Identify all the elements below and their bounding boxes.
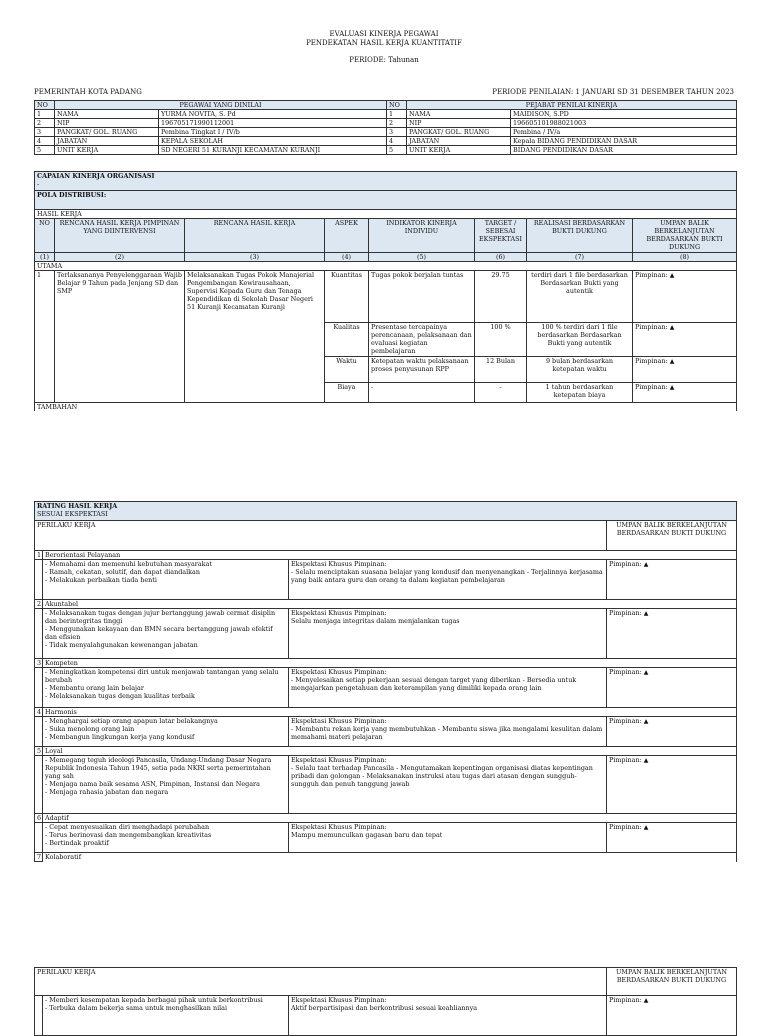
info-row <box>35 137 737 146</box>
hasil-kerja-table <box>34 171 737 411</box>
hk-header-umpan: UMPAN BALIK BERKELANJUTAN BERDASARKAN BUKTI DUKUNG <box>633 219 737 253</box>
perilaku-title-row <box>35 600 737 609</box>
pimpinan-label: Pimpinan: <box>609 668 642 676</box>
perilaku-no: 7 <box>35 853 43 862</box>
title-line2: PENDEKATAN HASIL KERJA KUANTITATIF <box>306 39 462 47</box>
tambahan-row <box>35 403 737 412</box>
perilaku-point: - Terbuka dalam bekerja sama untuk menghasilkan nilai <box>45 1004 228 1012</box>
perilaku-title-row <box>35 659 737 668</box>
pimpinan-label: Pimpinan: <box>635 357 668 365</box>
hk-indikator: Ketepatan waktu pelaksanaan proses penyusunan RPP <box>369 357 475 383</box>
pegawai-no: 1 <box>35 110 55 119</box>
perilaku-detail-row <box>35 756 737 814</box>
pimpinan-label: Pimpinan: <box>609 823 642 831</box>
thumbs-up-icon: ▲ <box>643 824 649 831</box>
perilaku-no: 6 <box>35 814 43 823</box>
col-number: (8) <box>633 253 737 262</box>
hk-indikator: Presentase tercapainya perencanaan, pelaksanaan dan evaluasi kegiatan pembelajaran <box>369 323 475 357</box>
pegawai-label: PANGKAT/ GOL. RUANG <box>55 128 159 137</box>
ekspektasi-label: Ekspektasi Khusus Pimpinan: <box>291 823 387 831</box>
info-row <box>35 119 737 128</box>
hk-rhk-pimpinan: Terlaksananya Penyelenggaraan Wajib Belajar 9 Tahun pada Jenjang SD dan SMP <box>55 271 185 403</box>
hk-aspek: Kualitas <box>325 323 369 357</box>
perilaku-point: - Memahami dan memenuhi kebutuhan masyarakat <box>45 560 212 568</box>
col-number: (5) <box>369 253 475 262</box>
pejabat-label: JABATAN <box>407 137 511 146</box>
hasil-kerja-number-row <box>35 253 737 262</box>
perilaku-no: 3 <box>35 659 43 668</box>
pejabat-no: 2 <box>387 119 407 128</box>
hk-umpan <box>633 357 737 383</box>
info-row <box>35 146 737 155</box>
pejabat-header: PEJABAT PENILAI KINERJA <box>407 101 737 110</box>
perilaku-point: - Memberi kesempatan kepada berbagai pihak untuk berkontribusi <box>45 996 263 1004</box>
perilaku-detail-row <box>35 717 737 747</box>
col-number: (7) <box>527 253 633 262</box>
thumbs-up-icon: ▲ <box>669 324 675 331</box>
hk-realisasi: terdiri dari 1 file berdasarkan Berdasarkan Bukti yang autentik <box>527 271 633 323</box>
perilaku-points <box>43 609 289 659</box>
ekspektasi-label: Ekspektasi Khusus Pimpinan: <box>291 756 387 764</box>
perilaku-name: Harmonis <box>43 708 737 717</box>
title-periode: PERIODE: Tahunan <box>349 56 419 64</box>
pegawai-label: NAMA <box>55 110 159 119</box>
perilaku-points <box>43 996 289 1036</box>
perilaku-umpan <box>607 996 737 1036</box>
perilaku-points <box>43 756 289 814</box>
perilaku-point: - Memegang teguh ideologi Pancasila, Undang-Undang Dasar Negara Republik Indonesia Tahun 1945, setia pada NKRI serta pemerintahan yang sah <box>45 756 272 780</box>
pimpinan-label: Pimpinan: <box>635 323 668 331</box>
pegawai-no: 4 <box>35 137 55 146</box>
perilaku-name: Berorientasi Pelayanan <box>43 551 737 560</box>
title-line1: EVALUASI KINERJA PEGAWAI <box>329 30 439 38</box>
perilaku-point: - Menjaga rahasia jabatan dan negara <box>45 788 169 796</box>
hk-header-rhk-pimpinan: RENCANA HASIL KERJA PIMPINAN YANG DIINTERVENSI <box>55 219 185 253</box>
ekspektasi-label: Ekspektasi Khusus Pimpinan: <box>291 717 387 725</box>
pimpinan-label: Pimpinan: <box>635 271 668 279</box>
perilaku-header-row <box>35 968 737 996</box>
hk-umpan <box>633 271 737 323</box>
pegawai-no: 2 <box>35 119 55 128</box>
pegawai-value: Pembina Tingkat I / IV/b <box>159 128 387 137</box>
perilaku-ekspektasi <box>289 756 607 814</box>
pegawai-label: UNIT KERJA <box>55 146 159 155</box>
perilaku-title-row <box>35 747 737 756</box>
hk-realisasi: 9 bulan berdasarkan ketepatan waktu <box>527 357 633 383</box>
pejabat-value: 196605101988021003 <box>511 119 737 128</box>
thumbs-up-icon: ▲ <box>643 718 649 725</box>
hk-header-aspek: ASPEK <box>325 219 369 253</box>
pejabat-no: 1 <box>387 110 407 119</box>
pegawai-pejabat-table <box>34 100 737 155</box>
perilaku-point: - Bertindak proaktif <box>45 839 109 847</box>
perilaku-no: 2 <box>35 600 43 609</box>
document-title <box>0 30 768 65</box>
ekspektasi-text: Selalu menjaga integritas dalam menjalankan tugas <box>291 617 460 625</box>
perilaku-umpan <box>607 756 737 814</box>
hasil-kerja-label: HASIL KERJA <box>35 210 737 219</box>
ekspektasi-text: - Membantu rekan kerja yang membutuhkan - Membantu siswa jika mengalami kesulitan dalam memahami materi pelajaran <box>291 725 603 741</box>
hk-aspek-row <box>35 271 737 323</box>
perilaku-ekspektasi <box>289 668 607 708</box>
perilaku-point: - Membantu orang lain belajar <box>45 684 144 692</box>
perilaku-umpan <box>607 560 737 600</box>
pegawai-value: KEPALA SEKOLAH <box>159 137 387 146</box>
capaian-title: CAPAIAN KINERJA ORGANISASI <box>37 172 155 180</box>
pejabat-no-header: NO <box>387 101 407 110</box>
perilaku-points <box>43 717 289 747</box>
perilaku-umpan <box>607 609 737 659</box>
hk-header-target: TARGET / SEBESAI EKSPEKTASI <box>475 219 527 253</box>
perilaku-umpan <box>607 717 737 747</box>
pegawai-value: YURMA NOVITA, S. Pd <box>159 110 387 119</box>
pejabat-value: MAIDISON, S.PD <box>511 110 737 119</box>
perilaku-point: - Melaksanakan tugas dengan kualitas terbaik <box>45 692 195 700</box>
hk-realisasi: 100 % terdiri dari 1 file berdasarkan Berdasarkan Bukti yang autentik <box>527 323 633 357</box>
thumbs-up-icon: ▲ <box>643 997 649 1004</box>
hk-header-indikator: INDIKATOR KINERJA INDIVIDU <box>369 219 475 253</box>
hasil-kerja-header-row <box>35 219 737 253</box>
perilaku-point: - Menggunakan kekayaan dan BMN secara bertanggung jawab efektif dan efisien <box>45 625 273 641</box>
hk-row-no: 1 <box>35 271 55 403</box>
hk-header-rhk: RENCANA HASIL KERJA <box>185 219 325 253</box>
pegawai-no: 3 <box>35 128 55 137</box>
info-row <box>35 128 737 137</box>
rating-value: SESUAI EKSPEKTASI <box>37 510 108 518</box>
hk-target: 12 Bulan <box>475 357 527 383</box>
utama-row <box>35 262 737 271</box>
perilaku-name: Kolaboratif <box>43 853 737 862</box>
perilaku-title-row <box>35 708 737 717</box>
thumbs-up-icon: ▲ <box>643 669 649 676</box>
col-number: (2) <box>55 253 185 262</box>
ekspektasi-text: - Selalu menciptakan suasana belajar yang kondusif dan menyenangkan - Terjalinnya kerjasama yang baik antara guru dan orang ta dalam kegiatan pembelajaran <box>291 568 603 584</box>
perilaku-point: - Terus berinovasi dan mengembangkan kreativitas <box>45 831 212 839</box>
hk-umpan <box>633 383 737 403</box>
pejabat-value: BIDANG PENDIDIKAN DASAR <box>511 146 737 155</box>
perilaku-point: - Melakukan perbaikan tiada henti <box>45 576 157 584</box>
rating-title: RATING HASIL KERJA <box>37 502 118 510</box>
perilaku-points <box>43 560 289 600</box>
perilaku-name: Kompeten <box>43 659 737 668</box>
perilaku-kerja-table <box>34 501 737 862</box>
pegawai-header: PEGAWAI YANG DINILAI <box>55 101 387 110</box>
perilaku-no: 4 <box>35 708 43 717</box>
col-number: (1) <box>35 253 55 262</box>
ekspektasi-text: - Menyelesaikan setiap pekerjaan sesuai dengan target yang diberikan - Bersedia untuk mengajarkan pengetahuan dan keterampilan yang dimiliki kepada orang lain <box>291 676 577 692</box>
perilaku-kerja-table-continued <box>34 967 737 1036</box>
col-number: (3) <box>185 253 325 262</box>
hk-indikator: - <box>369 383 475 403</box>
thumbs-up-icon: ▲ <box>669 272 675 279</box>
utama-label: UTAMA <box>35 262 737 271</box>
perilaku-label: PERILAKU KERJA <box>35 521 607 551</box>
hk-target: - <box>475 383 527 403</box>
perilaku-title-row <box>35 853 737 862</box>
perilaku-detail-row <box>35 823 737 853</box>
perilaku-ekspektasi <box>289 560 607 600</box>
hasil-kerja-label-row <box>35 210 737 219</box>
pimpinan-label: Pimpinan: <box>609 560 642 568</box>
pejabat-label: UNIT KERJA <box>407 146 511 155</box>
info-row <box>35 110 737 119</box>
perilaku-umpan <box>607 668 737 708</box>
perilaku-point: - Melaksanakan tugas dengan jujur bertanggung jawab cermat disiplin dan berintegritas tinggi <box>45 609 276 625</box>
hk-target: 29.75 <box>475 271 527 323</box>
pegawai-no-header: NO <box>35 101 55 110</box>
hk-realisasi: 1 tahun berdasarkan ketepatan biaya <box>527 383 633 403</box>
pegawai-value: 196705171990112001 <box>159 119 387 128</box>
perilaku-umpan-header: UMPAN BALIK BERKELANJUTAN BERDASARKAN BUKTI DUKUNG <box>607 521 737 551</box>
hk-aspek: Kuantitas <box>325 271 369 323</box>
ekspektasi-label: Ekspektasi Khusus Pimpinan: <box>291 560 387 568</box>
ekspektasi-text: Mampu memunculkan gagasan baru dan tepat <box>291 831 443 839</box>
perilaku-point: - Suka menolong orang lain <box>45 725 135 733</box>
ekspektasi-text: - Selalu taat terhadap Pancasila - Mengutamakan kepentingan organisasi diatas kepentingan pribadi dan golongan - Melaksanakan instruksi atau tugas dari atasan dengan sungguh-sungguh dan penuh tanggung jawab <box>291 764 593 788</box>
col-number: (4) <box>325 253 369 262</box>
pejabat-no: 3 <box>387 128 407 137</box>
pejabat-label: NAMA <box>407 110 511 119</box>
pimpinan-label: Pimpinan: <box>609 756 642 764</box>
pejabat-label: NIP <box>407 119 511 128</box>
perilaku-name: Adaptif <box>43 814 737 823</box>
hk-aspek: Waktu <box>325 357 369 383</box>
pola-row <box>35 191 737 210</box>
perilaku-ekspektasi <box>289 717 607 747</box>
ekspektasi-label: Ekspektasi Khusus Pimpinan: <box>291 996 387 1004</box>
pegawai-label: NIP <box>55 119 159 128</box>
perilaku-point: - Meningkatkan kompetensi diri untuk menjawab tantangan yang selalu berubah <box>45 668 279 684</box>
perilaku-ekspektasi <box>289 609 607 659</box>
rating-row <box>35 502 737 521</box>
perilaku-name: Akuntabel <box>43 600 737 609</box>
org-name: PEMERINTAH KOTA PADANG <box>34 88 142 96</box>
pegawai-label: JABATAN <box>55 137 159 146</box>
perilaku-header-row <box>35 521 737 551</box>
col-number: (6) <box>475 253 527 262</box>
perilaku-point: - Menghargai setiap orang apapun latar belakangnya <box>45 717 218 725</box>
perilaku-title-row <box>35 814 737 823</box>
pejabat-value: Pembina / IV/a <box>511 128 737 137</box>
pegawai-no: 5 <box>35 146 55 155</box>
hk-indikator: Tugas pokok berjalan tuntas <box>369 271 475 323</box>
perilaku-detail-row <box>35 560 737 600</box>
perilaku-no: 5 <box>35 747 43 756</box>
hk-rhk: Melaksanakan Tugas Pokok Manajerial Pengembangan Kewirausahaan, Supervisi Kepada Guru dan Tenaga Kependidikan di Sekolah Dasar Negeri 51 Kuranji Kecamatan Kuranji <box>185 271 325 403</box>
perilaku-point: - Tidak menyalahgunakan kewenangan jabatan <box>45 641 198 649</box>
pejabat-no: 5 <box>387 146 407 155</box>
thumbs-up-icon: ▲ <box>643 610 649 617</box>
hk-target: 100 % <box>475 323 527 357</box>
hk-header-no: NO <box>35 219 55 253</box>
perilaku-detail-row <box>35 996 737 1036</box>
perilaku-detail-row <box>35 668 737 708</box>
perilaku-point: - Menjaga nama baik sesama ASN, Pimpinan, Instansi dan Negara <box>45 780 260 788</box>
thumbs-up-icon: ▲ <box>669 358 675 365</box>
perilaku-point: - Cepat menyesuaikan diri menghadapi perubahan <box>45 823 210 831</box>
thumbs-up-icon: ▲ <box>643 561 649 568</box>
pola-title: POLA DISTRIBUSI: <box>35 191 737 210</box>
pejabat-value: Kepala BIDANG PENDIDIKAN DASAR <box>511 137 737 146</box>
perilaku-points <box>43 823 289 853</box>
capaian-value: - <box>37 180 40 188</box>
perilaku-name: Loyal <box>43 747 737 756</box>
perilaku-label: PERILAKU KERJA <box>35 968 607 996</box>
hk-header-realisasi: REALISASI BERDASARKAN BUKTI DUKUNG <box>527 219 633 253</box>
perilaku-umpan-header: UMPAN BALIK BERKELANJUTAN BERDASARKAN BUKTI DUKUNG <box>607 968 737 996</box>
pejabat-no: 4 <box>387 137 407 146</box>
thumbs-up-icon: ▲ <box>669 384 675 391</box>
pimpinan-label: Pimpinan: <box>635 383 668 391</box>
perilaku-point: - Membangun lingkungan kerja yang kondusif <box>45 733 195 741</box>
perilaku-points <box>43 668 289 708</box>
perilaku-point: - Ramah, cekatan, solutif, dan dapat diandalkan <box>45 568 200 576</box>
pegawai-value: SD NEGERI 51 KURANJI KECAMATAN KURANJI <box>159 146 387 155</box>
perilaku-ekspektasi <box>289 996 607 1036</box>
perilaku-detail-row <box>35 609 737 659</box>
hk-umpan <box>633 323 737 357</box>
pimpinan-label: Pimpinan: <box>609 717 642 725</box>
capaian-row <box>35 172 737 191</box>
pimpinan-label: Pimpinan: <box>609 996 642 1004</box>
pimpinan-label: Pimpinan: <box>609 609 642 617</box>
pejabat-label: PANGKAT/ GOL. RUANG <box>407 128 511 137</box>
tambahan-label: TAMBAHAN <box>35 403 737 412</box>
hk-aspek: Biaya <box>325 383 369 403</box>
perilaku-ekspektasi <box>289 823 607 853</box>
perilaku-no: 1 <box>35 551 43 560</box>
ekspektasi-label: Ekspektasi Khusus Pimpinan: <box>291 668 387 676</box>
ekspektasi-label: Ekspektasi Khusus Pimpinan: <box>291 609 387 617</box>
ekspektasi-text: Aktif berpartisipasi dan berkontribusi sesuai keahliannya <box>291 1004 478 1012</box>
thumbs-up-icon: ▲ <box>643 757 649 764</box>
pegawai-header-row <box>35 101 737 110</box>
perilaku-umpan <box>607 823 737 853</box>
perilaku-title-row <box>35 551 737 560</box>
periode-penilaian: PERIODE PENILAIAN: 1 JANUARI SD 31 DESEMBER TAHUN 2023 <box>492 88 734 96</box>
